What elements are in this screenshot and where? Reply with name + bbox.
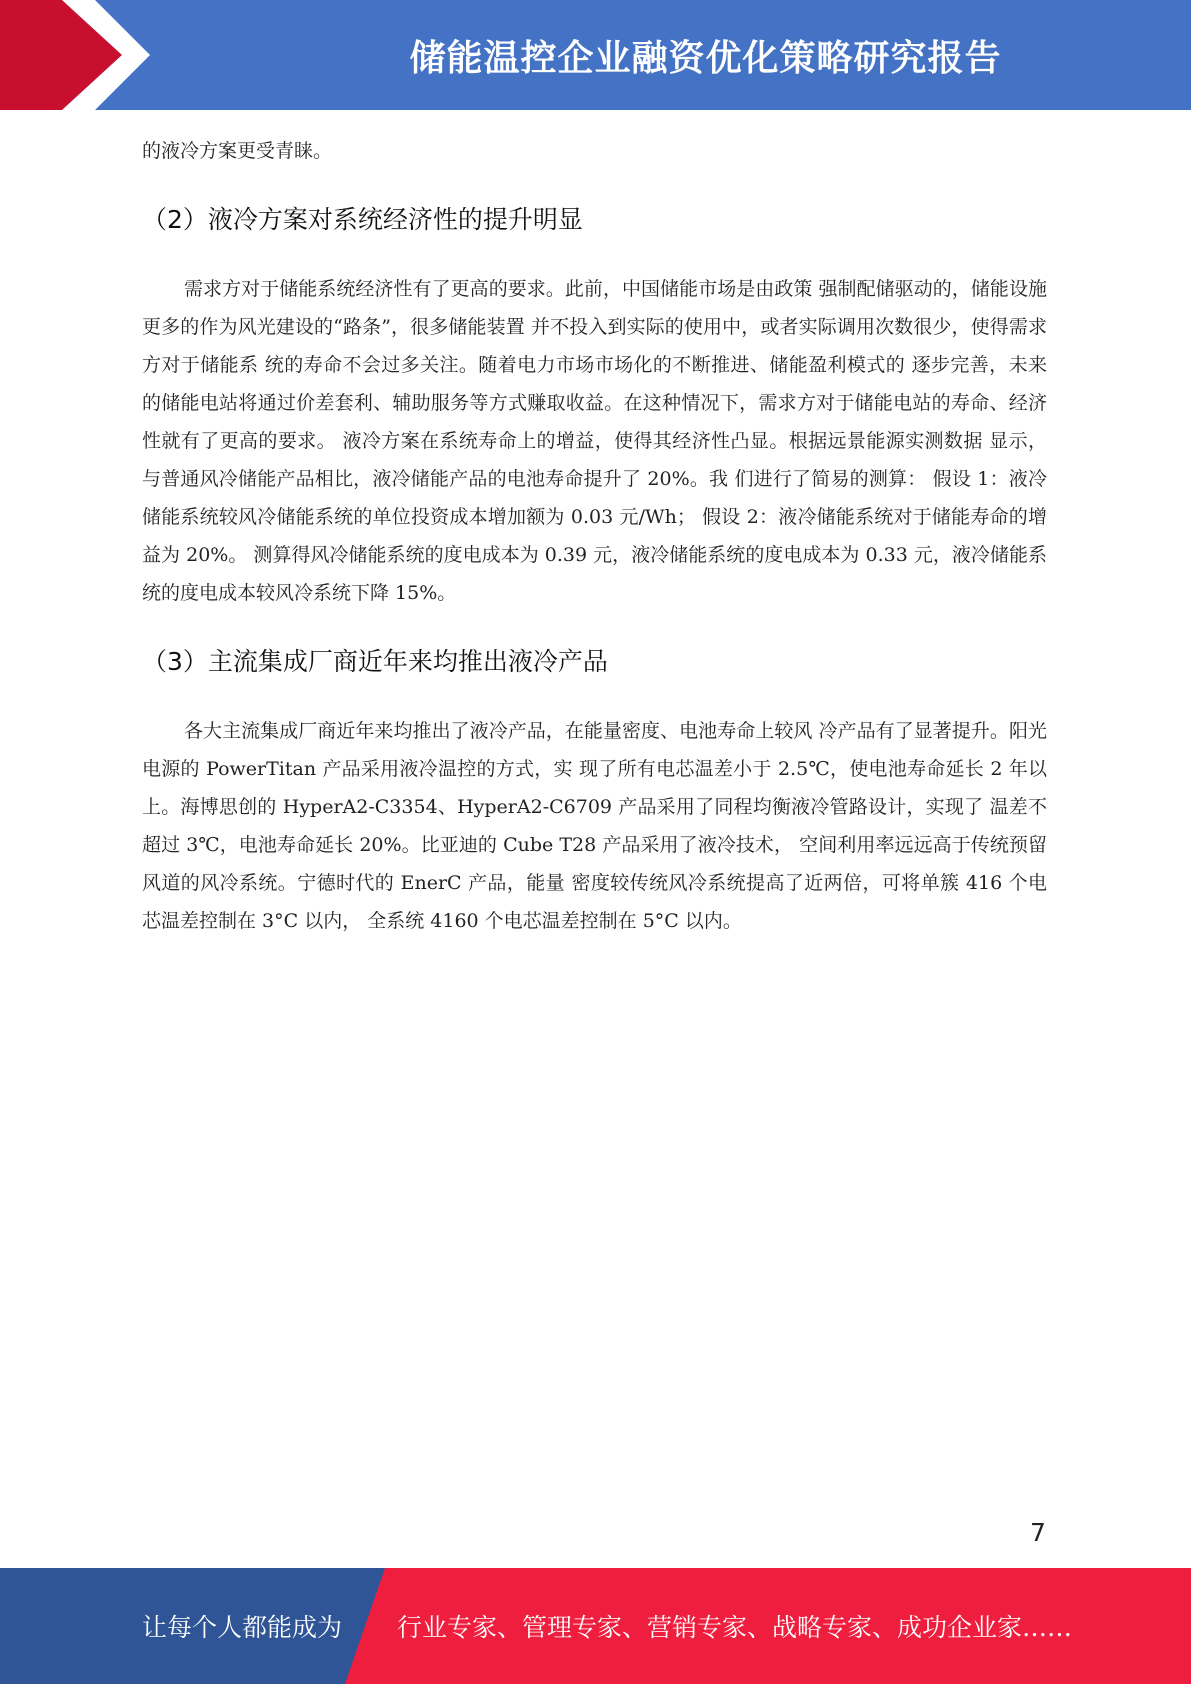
report-title: 储能温控企业融资优化策略研究报告 [409, 37, 1002, 79]
section-2-paragraph: 需求方对于储能系统经济性有了更高的要求。此前，中国储能市场是由政策 强制配储驱动的，储能设施更多的作为风光建设的“路条”，很多储能装置 并不投入到实际的使用中，或者实际调用次数很少，使得需求方对于储能系 统的寿命不会过多关注。随着电力市场市场化的不断推进、储能盈利模式的 逐步完善，未来的储能电站将通过价差套利、辅助服务等方式赚取收益。在这种情况下，需求方对于储能电站的寿命、经济性就有了更高的要求。 液冷方案在系统寿命上的增益，使得其经济性凸显。根据远景能源实测数据 显示，与普通风冷储能产品相比，液冷储能产品的电池寿命提升了 20%。我 们进行了简易的测算： 假设 1：液冷储能系统较风冷储能系统的单位投资成本增加额为 0.03 元/Wh； 假设 2：液冷储能系统对于储能寿命的增益为 20%。 测算得风冷储能系统的度电成本为 0.39 元，液冷储能系统的度电成本为 0.33 元，液冷储能系统的度电成本较风冷系统下降 15%。 [142, 278, 1047, 604]
page-footer [0, 1568, 1191, 1684]
section-3-paragraph: 各大主流集成厂商近年来均推出了液冷产品，在能量密度、电池寿命上较风 冷产品有了显著提升。阳光电源的 PowerTitan 产品采用液冷温控的方式，实 现了所有电芯温差小于 2.5℃，使电池寿命延长 2 年以上。海博思创的 HyperA2-C3354、HyperA2-C6709 产品采用了同程均衡液冷管路设计，实现了 温差不超过 3℃，电池寿命延长 20%。比亚迪的 Cube T28 产品采用了液冷技术， 空间利用率远远高于传统预留风道的风冷系统。宁德时代的 EnerC 产品，能量 密度较传统风冷系统提高了近两倍，可将单簇 416 个电芯温差控制在 3°C 以内， 全系统 4160 个电芯温差控制在 5°C 以内。 [142, 720, 1047, 932]
section-3-heading: （3）主流集成厂商近年来均推出液冷产品 [142, 647, 608, 676]
intro-tail-text: 的液冷方案更受青睐。 [142, 140, 333, 162]
header-arrow-decoration [0, 0, 300, 110]
page-number: 7 [1030, 1518, 1046, 1547]
footer-slogan-left: 让每个人都能成为 [142, 1613, 343, 1642]
main-content [142, 132, 1047, 940]
page-header [0, 0, 1191, 110]
section-2-heading: （2）液冷方案对系统经济性的提升明显 [142, 205, 583, 234]
footer-slogan-right: 行业专家、管理专家、营销专家、战略专家、成功企业家…… [397, 1613, 1073, 1642]
